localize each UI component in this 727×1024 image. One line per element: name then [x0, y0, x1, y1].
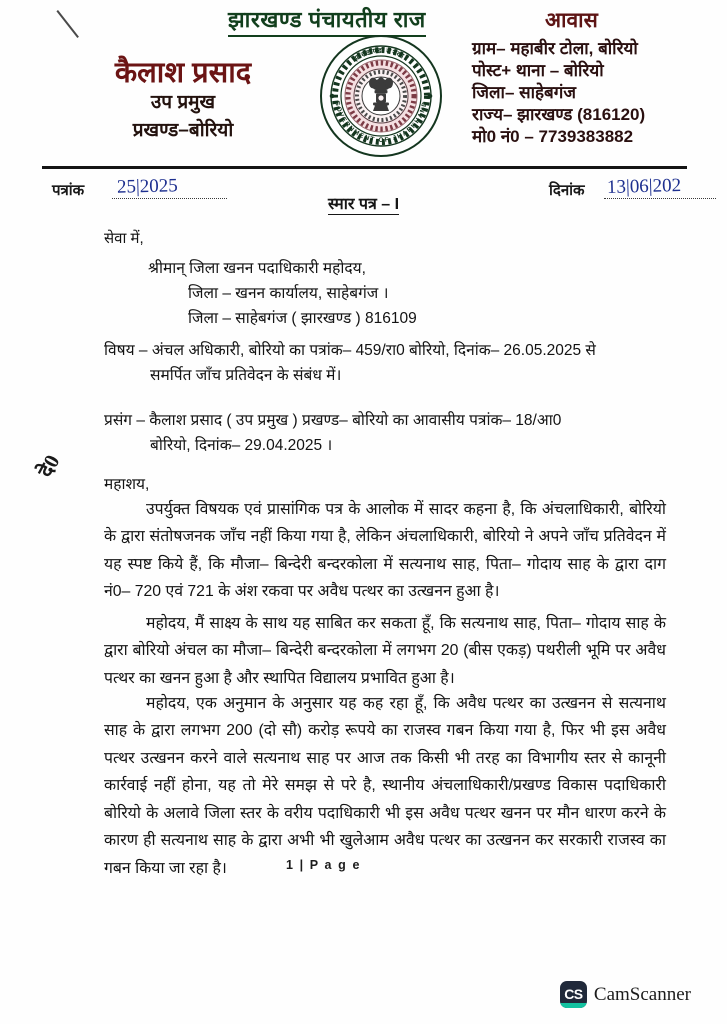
subject-first-line [104, 338, 664, 363]
address-line-district: जिला– साहेबगंज [472, 83, 576, 103]
camscanner-watermark [560, 981, 691, 1008]
subject-line-2: समर्पित जाँच प्रतिवेदन के संबंध में। [150, 367, 342, 385]
context-first-line [104, 408, 664, 433]
address-line-state: राज्य– झारखण्ड (816120) [472, 105, 646, 125]
government-seal-icon [318, 33, 444, 159]
svg-text:झारखण्ड सरकार: झारखण्ड सरकार [351, 45, 411, 64]
camscanner-logo-bar [560, 1003, 587, 1008]
recipient-line-2: जिला – खनन कार्यालय, साहेबगंज । [188, 285, 389, 303]
recipient-line-1: श्रीमान् जिला खनन पदाधिकारी महोदय, [148, 260, 366, 277]
camscanner-logo-icon [560, 981, 587, 1008]
dinank-value: 13|06|202 [606, 175, 682, 198]
camscanner-logo-text: CS [564, 985, 583, 1002]
sender-block: प्रखण्ड–बोरियो [132, 120, 234, 141]
letterhead [0, 0, 727, 168]
context-block [104, 408, 664, 458]
subject-label: विषय – [104, 342, 148, 359]
context-label: प्रसंग – [104, 412, 145, 429]
sender-designation: उप प्रमुख [150, 92, 216, 113]
context-line-1: कैलाश प्रसाद ( उप प्रमुख ) प्रखण्ड– बोरियो का आवासीय पत्रांक– 18/आ0 [149, 412, 562, 429]
body-paragraph-2: महोदय, मैं साक्ष्य के साथ यह साबित कर सकता हूँ, कि सत्यनाथ साह, पिता– गोदाय साह के द्वारा बोरियो अंचल का मौजा– बिन्देरी बन्दरकोला में लगभग 20 (बीस एकड़) पथरीली भूमि पर अवैध पत्थर का खनन हुआ है और स्थापित विद्यालय प्रभावित हुआ है। [104, 615, 666, 687]
body-paragraph-1: उपर्युक्त विषयक एवं प्रासांगिक पत्र के आलोक में सादर कहना है, कि अंचलाधिकारी, बोरियो के द्वारा संतोषजनक जाँच नहीं किया गया है, लेकिन अंचलाधिकारी, बोरियो ने अपने जाँच प्रतिवेदन में यह स्पष्ट किये हैं, कि मौजा– बिन्देरी बन्दरकोला में सत्यनाथ साह, पिता– गोदाय साह के द्वारा दाग नं0– 720 एवं 721 के अंश रकवा पर अवैध पत्थर का उत्खनन हुआ है। [104, 501, 666, 601]
recipient-block [148, 256, 417, 331]
subject-line-1: अंचल अधिकारी, बोरियो का पत्रांक– 459/रा0 बोरियो, दिनांक– 26.05.2025 से [151, 342, 596, 359]
address-line-mobile: मो0 नं0 – 7739383882 [472, 127, 634, 147]
dinank-label: दिनांक [549, 182, 585, 199]
address-line-post: पोस्ट+ थाना – बोरियो [472, 61, 604, 81]
letter-type-heading-text: स्मार पत्र – I [327, 196, 400, 213]
subject-block [104, 338, 664, 388]
letterhead-corner-label: आवास [545, 9, 598, 32]
patrank-label: पत्रांक [52, 182, 85, 199]
letterhead-divider [42, 166, 687, 169]
sender-name: कैलाश प्रसाद [114, 57, 252, 89]
patrank-value: 25|2025 [116, 175, 179, 198]
margin-handwritten-note: दे0 [33, 450, 65, 482]
address-line-village: ग्राम– महाबीर टोला, बोरियो [472, 39, 638, 58]
body-paragraph-3: महोदय, एक अनुमान के अनुसार यह कह रहा हूँ, कि अवैध पत्थर का उत्खनन से सत्यनाथ साह के द्वारा लगभग 200 (दो सौ) करोड़ रूपये का राजस्व गबन किया गया है, फिर भी इस अवैध पत्थर उत्खनन करने वाले सत्यनाथ साह पर आज तक किसी भी तरह का विभागीय स्तर से कानूनी कार्रवाई नहीं होना, यह तो मेरे समझ से परे है, स्थानीय अंचलाधिकारी/प्रखण्ड विकास पदाधिकारी बोरियो के अलावे जिला स्तर के वरीय पदाधिकारी भी इस अवैध पत्थर खनन पर मौन धारण करने के कारण ही सत्यनाथ साह के द्वारा अभी भी खुलेआम अवैध पत्थर का उत्खनन कर सरकारी राजस्व का गबन किया जा रहा है। [104, 695, 666, 877]
camscanner-wordmark: CamScanner [593, 983, 691, 1005]
body-salutation: महाशय, [104, 476, 150, 493]
pen-slash-mark [33, 10, 79, 56]
salutation-to: सेवा में, [104, 230, 144, 247]
letterhead-title: झारखण्ड पंचायतीय राज [228, 4, 426, 37]
recipient-line-3: जिला – साहेबगंज ( झारखण्ड ) 816109 [188, 310, 417, 328]
svg-text:GOVERNMENT OF JHARKHAND: GOVERNMENT OF JHARKHAND [333, 100, 429, 145]
reference-line [0, 176, 727, 220]
sender-address [472, 38, 727, 148]
page-number: 1 | P a g e [285, 858, 362, 872]
context-line-2: बोरियो, दिनांक– 29.04.2025 । [150, 437, 333, 455]
